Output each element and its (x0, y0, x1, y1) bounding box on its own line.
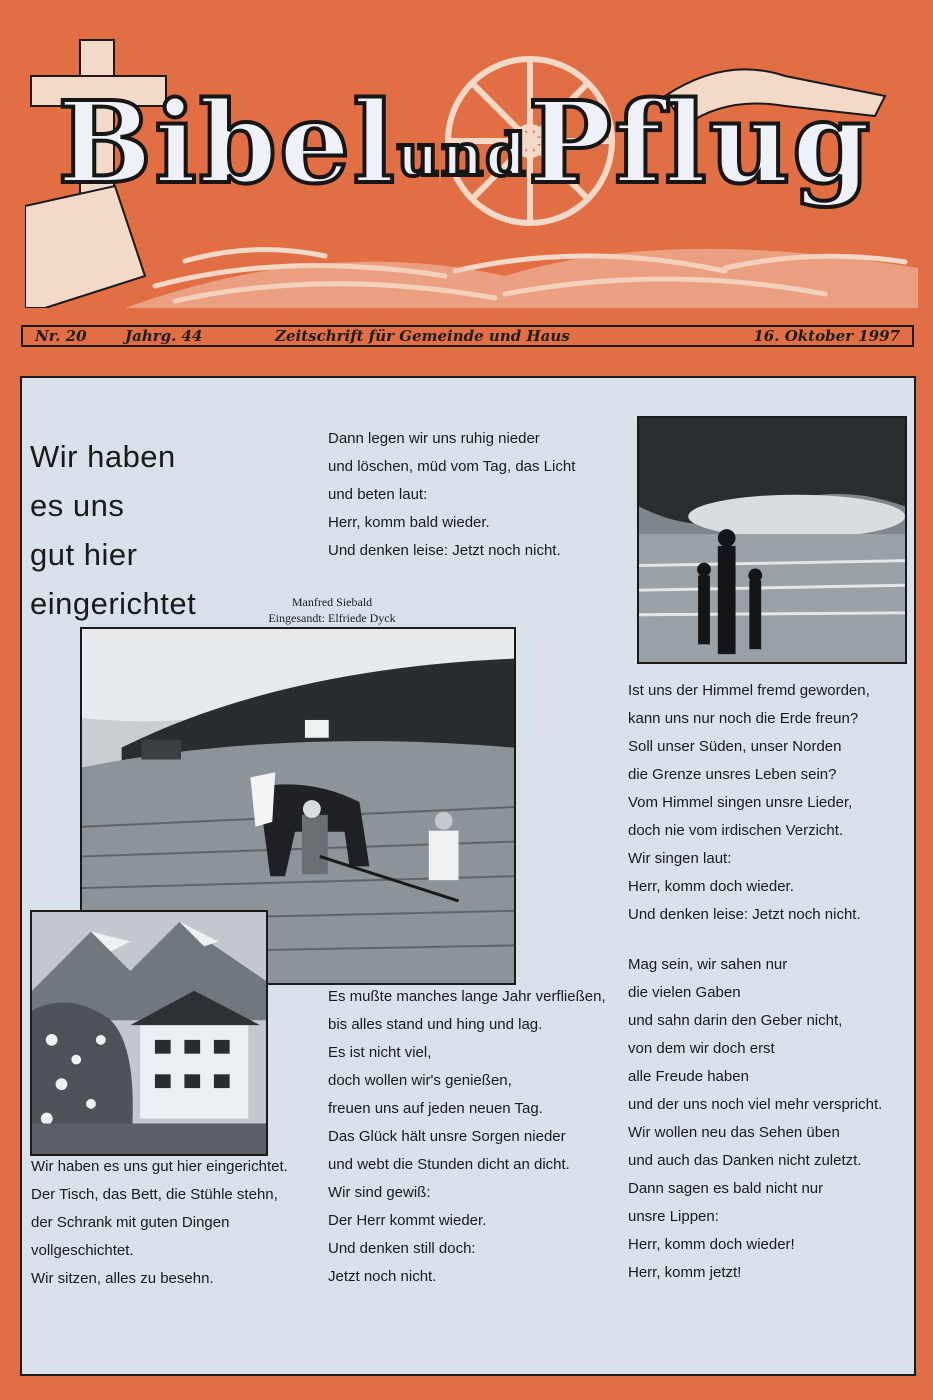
verse-line: Mag sein, wir sahen nur (628, 956, 788, 973)
verse-line: doch nie vom irdischen Verzicht. (628, 822, 844, 839)
verse-line: Wir haben es uns gut hier eingerichtet. (31, 1158, 288, 1175)
article-headline: Wir haben es uns gut hier eingerichtet (30, 439, 197, 621)
verse-line: Und denken leise: Jetzt noch nicht. (628, 906, 861, 923)
article-credit (238, 594, 426, 626)
issue-number: Nr. 20 (35, 327, 87, 345)
issue-info-bar (21, 325, 914, 347)
verse-line: Wir singen laut: (628, 850, 732, 867)
stanza-4 (628, 677, 870, 929)
verse-line: freuen uns auf jeden neuen Tag. (328, 1100, 543, 1117)
issue-date: 16. Oktober 1997 (753, 327, 900, 345)
verse-line: Soll unser Süden, unser Norden (628, 738, 842, 755)
verse-line: und auch das Danken nicht zuletzt. (628, 1152, 862, 1169)
verse-line: und webt die Stunden dicht an dicht. (328, 1156, 570, 1173)
author-name: Manfred Siebald (291, 595, 373, 609)
verse-line: von dem wir doch erst (628, 1040, 775, 1057)
verse-line: kann uns nur noch die Erde freun? (628, 710, 859, 727)
verse-line: Es ist nicht viel, (328, 1044, 432, 1061)
verse-line: Herr, komm doch wieder! (628, 1236, 795, 1253)
verse-line: Herr, komm bald wieder. (328, 514, 490, 531)
verse-line: Herr, komm doch wieder. (628, 878, 794, 895)
verse-line: Der Tisch, das Bett, die Stühle stehn, (31, 1186, 278, 1203)
verse-line: Und denken still doch: (328, 1240, 476, 1257)
verse-line: Der Herr kommt wieder. (328, 1212, 487, 1229)
verse-line: Herr, komm jetzt! (628, 1264, 742, 1281)
verse-line: Wir wollen neu das Sehen üben (628, 1124, 840, 1141)
submitted-by: Eingesandt: Elfriede Dyck (268, 611, 396, 625)
verse-line: bis alles stand und hing und lag. (328, 1016, 543, 1033)
verse-line: Vom Himmel singen unsre Lieder, (628, 794, 853, 811)
verse-line: doch wollen wir's genießen, (328, 1072, 512, 1089)
stanza-2 (328, 425, 575, 565)
verse-line: alle Freude haben (628, 1068, 749, 1085)
verse-line: Und denken leise: Jetzt noch nicht. (328, 542, 561, 559)
stanza-1 (31, 1153, 288, 1293)
verse-line: und der uns noch viel mehr verspricht. (628, 1096, 883, 1113)
alpine-house-photo (30, 910, 268, 1156)
stanza-3 (328, 983, 606, 1291)
verse-line: unsre Lippen: (628, 1208, 719, 1225)
verse-line: Wir sind gewiß: (328, 1184, 431, 1201)
verse-line: vollgeschichtet. (31, 1242, 134, 1259)
verse-line: und löschen, müd vom Tag, das Licht (328, 458, 576, 475)
verse-line: die vielen Gaben (628, 984, 741, 1001)
stanza-5 (628, 951, 882, 1287)
verse-line: Das Glück hält unsre Sorgen nieder (328, 1128, 566, 1145)
verse-line: der Schrank mit guten Dingen (31, 1214, 230, 1231)
verse-line: und beten laut: (328, 486, 428, 503)
verse-line: die Grenze unsres Leben sein? (628, 766, 837, 783)
verse-line: Dann sagen es bald nicht nur (628, 1180, 824, 1197)
verse-line: und sahn darin den Geber nicht, (628, 1012, 843, 1029)
issue-year: Jahrg. 44 (125, 327, 203, 345)
magazine-subtitle: Zeitschrift für Gemeinde und Haus (275, 327, 570, 345)
family-beach-photo (637, 416, 907, 664)
verse-line: Jetzt noch nicht. (328, 1268, 437, 1285)
verse-line: Es mußte manches lange Jahr verfließen, (328, 988, 606, 1005)
verse-line: Dann legen wir uns ruhig nieder (328, 430, 540, 447)
masthead-title: Bibel$^{und}$Pflug (57, 78, 873, 209)
verse-line: Ist uns der Himmel fremd geworden, (628, 682, 870, 699)
verse-line: Wir sitzen, alles zu besehn. (31, 1270, 214, 1287)
